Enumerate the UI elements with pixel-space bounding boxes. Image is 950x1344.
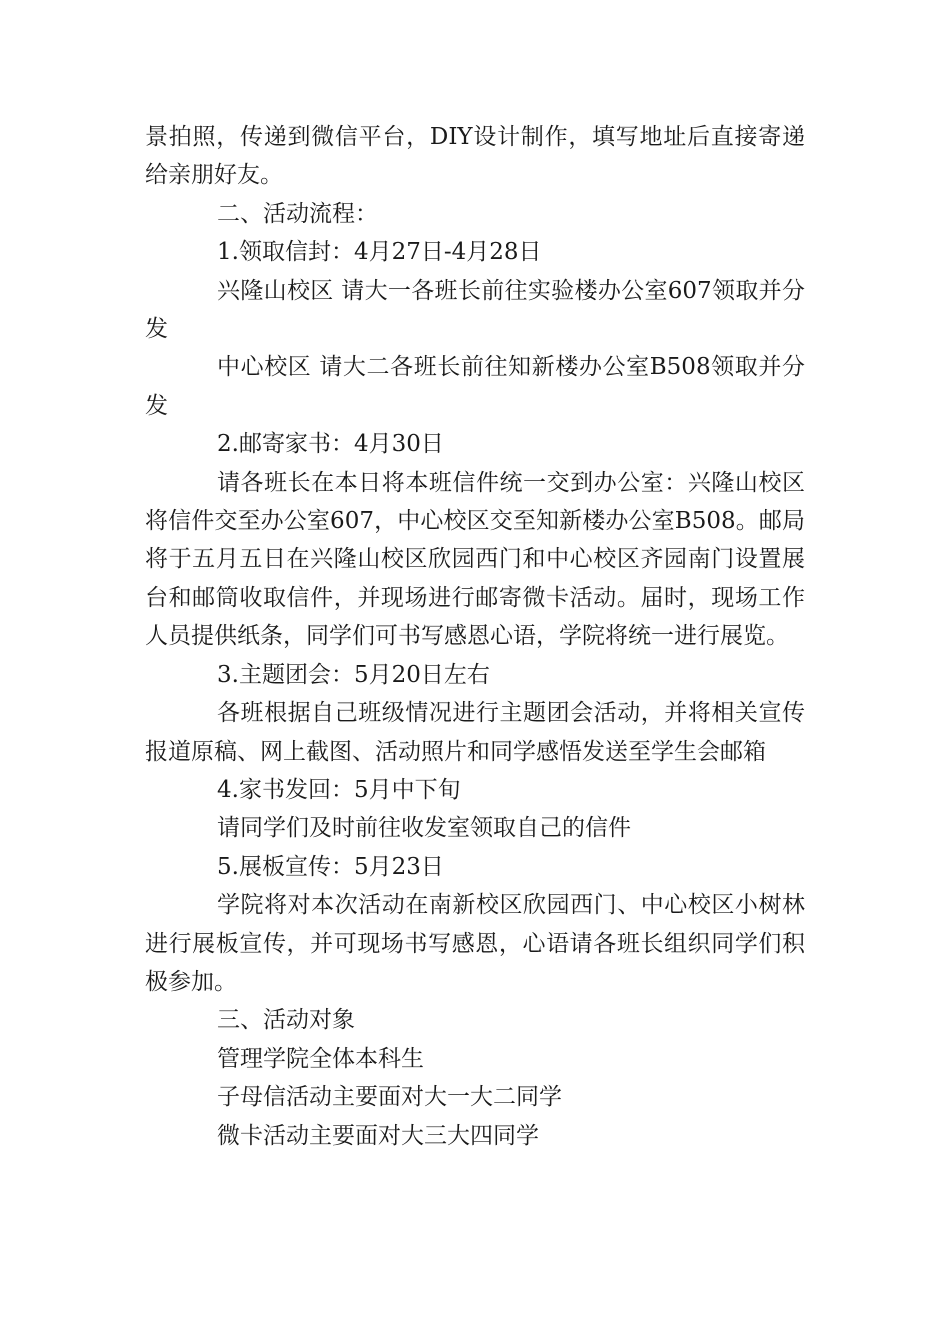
step-heading-mail-letters: 2.邮寄家书：4月30日 — [217, 431, 444, 458]
step-heading-letters-returned: 4.家书发回：5月中下旬 — [217, 776, 461, 803]
paragraph-board-display: 学院将对本次活动在南新校区欣园西门、中心校区小树林进行展板宣传，并可现场书写感恩，心语请各班长组织同学们积极参加。 — [145, 892, 805, 995]
section-heading-activity-process: 二、活动流程： — [217, 200, 378, 227]
section-heading-participants: 三、活动对象 — [217, 1007, 355, 1034]
step-heading-board-display: 5.展板宣传：5月23日 — [217, 853, 444, 880]
paragraph-central-campus: 中心校区 请大二各班长前往知新楼办公室B508领取并分发 — [145, 354, 805, 419]
paragraph-letters-returned: 请同学们及时前往收发室领取自己的信件 — [217, 815, 631, 842]
document-body — [145, 118, 805, 1155]
step-heading-theme-meeting: 3.主题团会：5月20日左右 — [217, 661, 490, 688]
paragraph-theme-meeting: 各班根据自己班级情况进行主题团会活动，并将相关宣传报道原稿、网上截图、活动照片和同学感悟发送至学生会邮箱 — [145, 700, 805, 765]
paragraph-all-undergrads: 管理学院全体本科生 — [217, 1045, 424, 1072]
paragraph-mail-instructions: 请各班长在本日将本班信件统一交到办公室：兴隆山校区将信件交至办公室607，中心校区交至知新楼办公室B508。邮局将于五月五日在兴隆山校区欣园西门和中心校区齐园南门设置展台和邮筒收取信件，并现场进行邮寄微卡活动。届时，现场工作人员提供纸条，同学们可书写感恩心语，学院将统一进行展览。 — [145, 469, 805, 650]
paragraph-letter-activity-target: 子母信活动主要面对大一大二同学 — [217, 1084, 562, 1111]
paragraph-microcard-activity-target: 微卡活动主要面对大三大四同学 — [217, 1122, 539, 1149]
paragraph-xinglongshan-campus: 兴隆山校区 请大一各班长前往实验楼办公室607领取并分发 — [145, 277, 805, 343]
paragraph-continuation: 景拍照，传递到微信平台，DIY设计制作，填写地址后直接寄递给亲朋好友。 — [145, 124, 805, 189]
step-heading-collect-envelopes: 1.领取信封：4月27日-4月28日 — [217, 239, 542, 266]
